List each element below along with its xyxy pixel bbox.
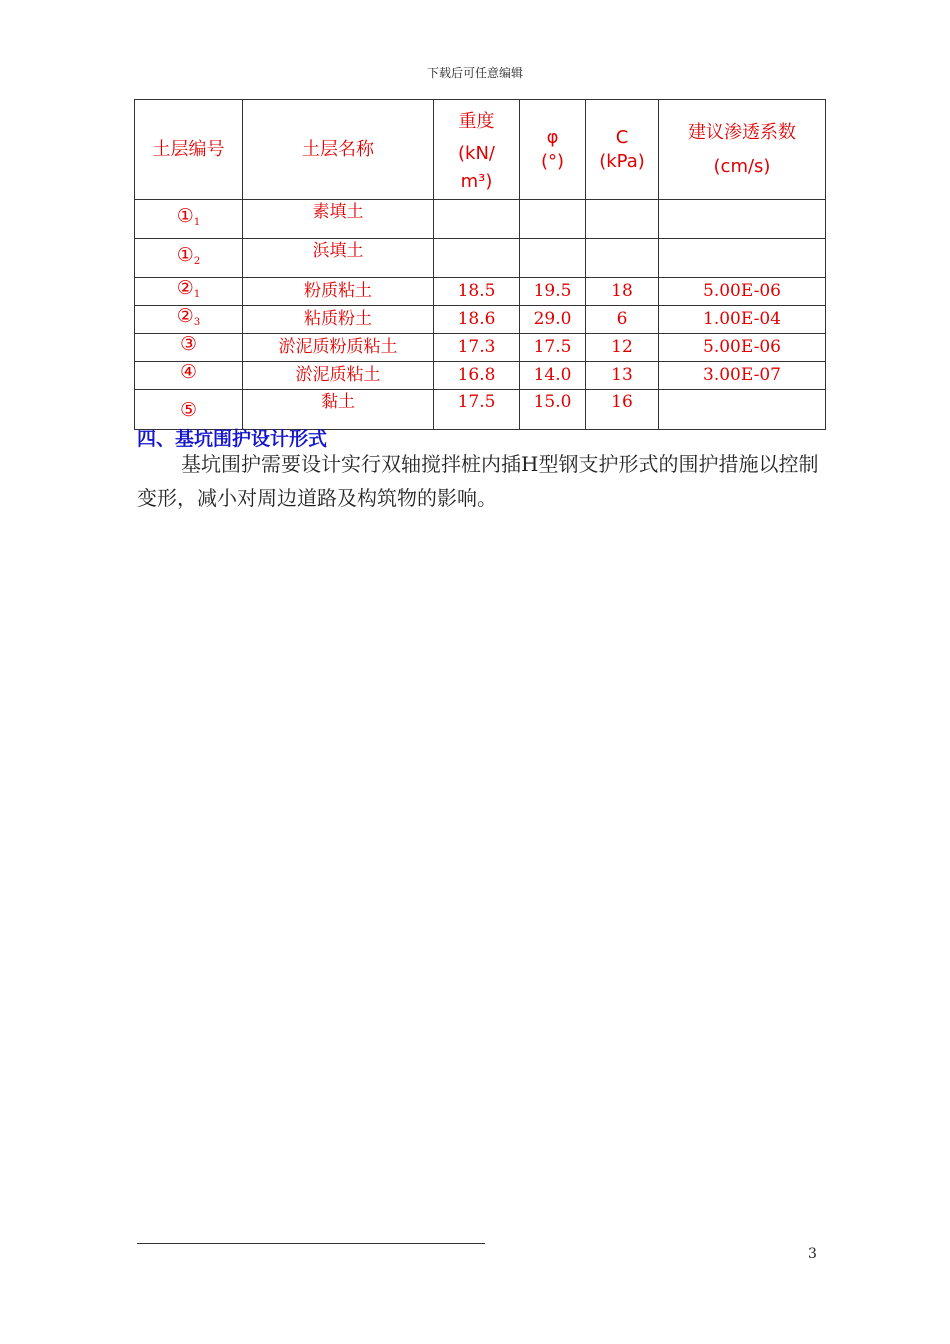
header-permeability-unit: (cm/s) bbox=[713, 155, 771, 177]
layer-id-cell: ④ bbox=[135, 362, 243, 390]
page-header: 下载后可任意编辑 bbox=[426, 66, 523, 80]
header-layer-name: 土层名称 bbox=[243, 100, 434, 200]
table-row bbox=[135, 306, 826, 334]
table-row bbox=[135, 200, 826, 239]
header-permeability-title: 建议渗透系数 bbox=[688, 121, 796, 143]
page-number: 3 bbox=[808, 1246, 817, 1262]
header-layer-id: 土层编号 bbox=[135, 100, 243, 200]
friction-angle-cell: 14.0 bbox=[520, 362, 586, 390]
layer-id-cell: $②_3$ bbox=[135, 306, 243, 334]
header-unit-weight-line1: 重度 bbox=[458, 110, 495, 132]
unit-weight-cell: 17.5 bbox=[434, 390, 520, 430]
permeability-cell bbox=[659, 239, 826, 278]
layer-name-cell: 粘质粉土 bbox=[243, 306, 434, 334]
permeability-cell bbox=[659, 200, 826, 239]
layer-id-cell: ③ bbox=[135, 334, 243, 362]
layer-name-cell: 素填土 bbox=[243, 200, 434, 239]
friction-angle-cell: 17.5 bbox=[520, 334, 586, 362]
layer-id-cell: ⑤ bbox=[135, 390, 243, 430]
cohesion-cell: 6 bbox=[586, 306, 659, 334]
section-heading: 四、基坑围护设计形式 bbox=[137, 428, 328, 450]
unit-weight-cell: 18.5 bbox=[434, 278, 520, 306]
header-unit-weight-line2: (kN/ bbox=[458, 142, 495, 164]
table-row bbox=[135, 362, 826, 390]
header-friction-angle bbox=[520, 100, 586, 200]
table-header-row bbox=[135, 100, 826, 200]
layer-id-cell: $②_1$ bbox=[135, 278, 243, 306]
layer-name-cell: 淤泥质粘土 bbox=[243, 362, 434, 390]
header-friction-angle-unit: (°) bbox=[540, 150, 565, 172]
layer-id-cell: $①_1$ bbox=[135, 200, 243, 239]
header-friction-angle-symbol: φ bbox=[546, 126, 559, 148]
cohesion-cell: 13 bbox=[586, 362, 659, 390]
layer-name-cell: 淤泥质粉质粘土 bbox=[243, 334, 434, 362]
layer-name-cell: 浜填土 bbox=[243, 239, 434, 278]
cohesion-cell: 16 bbox=[586, 390, 659, 430]
unit-weight-cell: 17.3 bbox=[434, 334, 520, 362]
permeability-cell: 3.00E-07 bbox=[659, 362, 826, 390]
friction-angle-cell bbox=[520, 239, 586, 278]
cohesion-cell: 12 bbox=[586, 334, 659, 362]
cohesion-cell: 18 bbox=[586, 278, 659, 306]
layer-name-cell: 黏土 bbox=[243, 390, 434, 430]
permeability-cell: 1.00E-04 bbox=[659, 306, 826, 334]
table-row bbox=[135, 239, 826, 278]
header-cohesion-unit: (kPa) bbox=[599, 150, 645, 172]
soil-parameter-table bbox=[134, 99, 826, 430]
layer-id-cell: $①_2$ bbox=[135, 239, 243, 278]
header-cohesion bbox=[586, 100, 659, 200]
permeability-cell: 5.00E-06 bbox=[659, 334, 826, 362]
friction-angle-cell: 29.0 bbox=[520, 306, 586, 334]
permeability-cell bbox=[659, 390, 826, 430]
header-unit-weight bbox=[434, 100, 520, 200]
friction-angle-cell: 15.0 bbox=[520, 390, 586, 430]
body-paragraph: 基坑围护需要设计实行双轴搅拌桩内插H型钢支护形式的围护措施以控制变形，减小对周边道路及构筑物的影响。 bbox=[137, 452, 819, 510]
table-row bbox=[135, 278, 826, 306]
cohesion-cell bbox=[586, 200, 659, 239]
header-unit-weight-line3: m³) bbox=[460, 170, 493, 192]
table-row bbox=[135, 334, 826, 362]
layer-name-cell: 粉质粘土 bbox=[243, 278, 434, 306]
permeability-cell: 5.00E-06 bbox=[659, 278, 826, 306]
footnote-divider bbox=[137, 1243, 485, 1244]
cohesion-cell bbox=[586, 239, 659, 278]
friction-angle-cell bbox=[520, 200, 586, 239]
friction-angle-cell: 19.5 bbox=[520, 278, 586, 306]
header-permeability bbox=[659, 100, 826, 200]
unit-weight-cell: 18.6 bbox=[434, 306, 520, 334]
unit-weight-cell bbox=[434, 200, 520, 239]
unit-weight-cell: 16.8 bbox=[434, 362, 520, 390]
unit-weight-cell bbox=[434, 239, 520, 278]
header-cohesion-symbol: C bbox=[615, 126, 629, 148]
